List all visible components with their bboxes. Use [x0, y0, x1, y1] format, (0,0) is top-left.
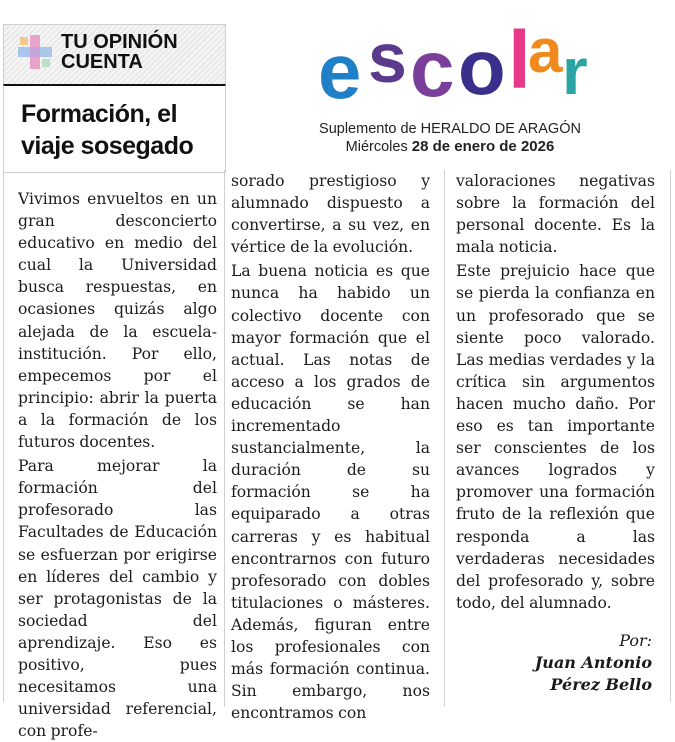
column-divider: [444, 170, 445, 707]
logo-letter-o: o: [458, 23, 506, 111]
publication-date: 28 de enero de 2026: [411, 138, 555, 155]
author-byline: [480, 630, 652, 696]
section-title-line2: CUENTA: [61, 51, 143, 73]
headline-line2: viaje sosegado: [21, 132, 194, 160]
weekday: Miércoles: [345, 139, 408, 155]
author-last-name: Pérez Bello: [550, 675, 652, 694]
headline-box: [3, 84, 226, 173]
section-header-box: [3, 24, 226, 85]
logo-letter-s: s: [368, 19, 407, 97]
newspaper-logo-icon: [18, 35, 52, 69]
author-first-name: Juan Antonio: [534, 653, 652, 672]
paragraph: valoraciones negativas sobre la formación del personal docente. Es la mala noticia.: [456, 172, 655, 257]
supplement-line: Suplemento de HERALDO DE ARAGÓN: [319, 121, 581, 137]
article-headline: [21, 98, 221, 162]
logo-letter-r: r: [562, 34, 588, 108]
logo-letter-a: a: [528, 17, 563, 86]
date-line: [300, 138, 600, 155]
paragraph: Este prejuicio hace que se pierda la confianza en un profesorado que se siente poco valorado. Las medias verdades y la crítica sin argumentos hacen mucho daño. Por eso es tan importante ser conscientes de los avances logrados y promover una formación fruto de la reflexión que responda a las verdaderas necesidades del profesorado y, sobre todo, del alumnado.: [456, 262, 655, 612]
logo-letter-c: c: [410, 24, 455, 113]
paragraph: Vivimos envueltos en un gran desconcierto educativo en medio del cual la Universidad busca respuestas, en ocasiones quizás algo alejada de la escuela-institución. Por ello, empecemos por el principio: abrir la puerta a la formación de los futuros docentes.: [18, 190, 217, 452]
paragraph: La buena noticia es que nunca ha habido un colectivo docente con mayor formación que el actual. Las notas de acceso a los grados de educación se han incrementado sustancialmente, la duración de su formación se ha equiparado a otras carreras y es habitual encontrarnos con futuro profesorado con dobles titulaciones o másteres. Además, figuran entre los profesionales con más formación continua. Sin embargo, nos encontramos con: [231, 262, 430, 723]
logo-letter-e: e: [318, 27, 362, 115]
headline-line1: Formación, el: [21, 100, 178, 128]
article-column-1: [18, 188, 217, 742]
section-title-line1: TU OPINIÓN: [61, 31, 178, 53]
column-divider: [224, 170, 225, 707]
section-title: [61, 32, 178, 72]
paragraph: sorado prestigioso y alumnado dispuesto a convertirse, a su vez, en vértice de la evolución.: [231, 172, 430, 257]
article-column-2: [231, 170, 430, 724]
paragraph: Para mejorar la formación del profesorado las Facultades de Educación se esfuerzan por erigirse en líderes del cambio y ser protagonistas de la sociedad del aprendizaje. Eso es positivo, pues necesitamos una universidad referencial, con profe-: [18, 457, 217, 741]
byline-prefix: Por:: [619, 631, 652, 650]
logo-letter-l: l: [508, 15, 531, 106]
escolar-masthead-logo: [310, 10, 610, 120]
article-column-3: [456, 170, 655, 614]
